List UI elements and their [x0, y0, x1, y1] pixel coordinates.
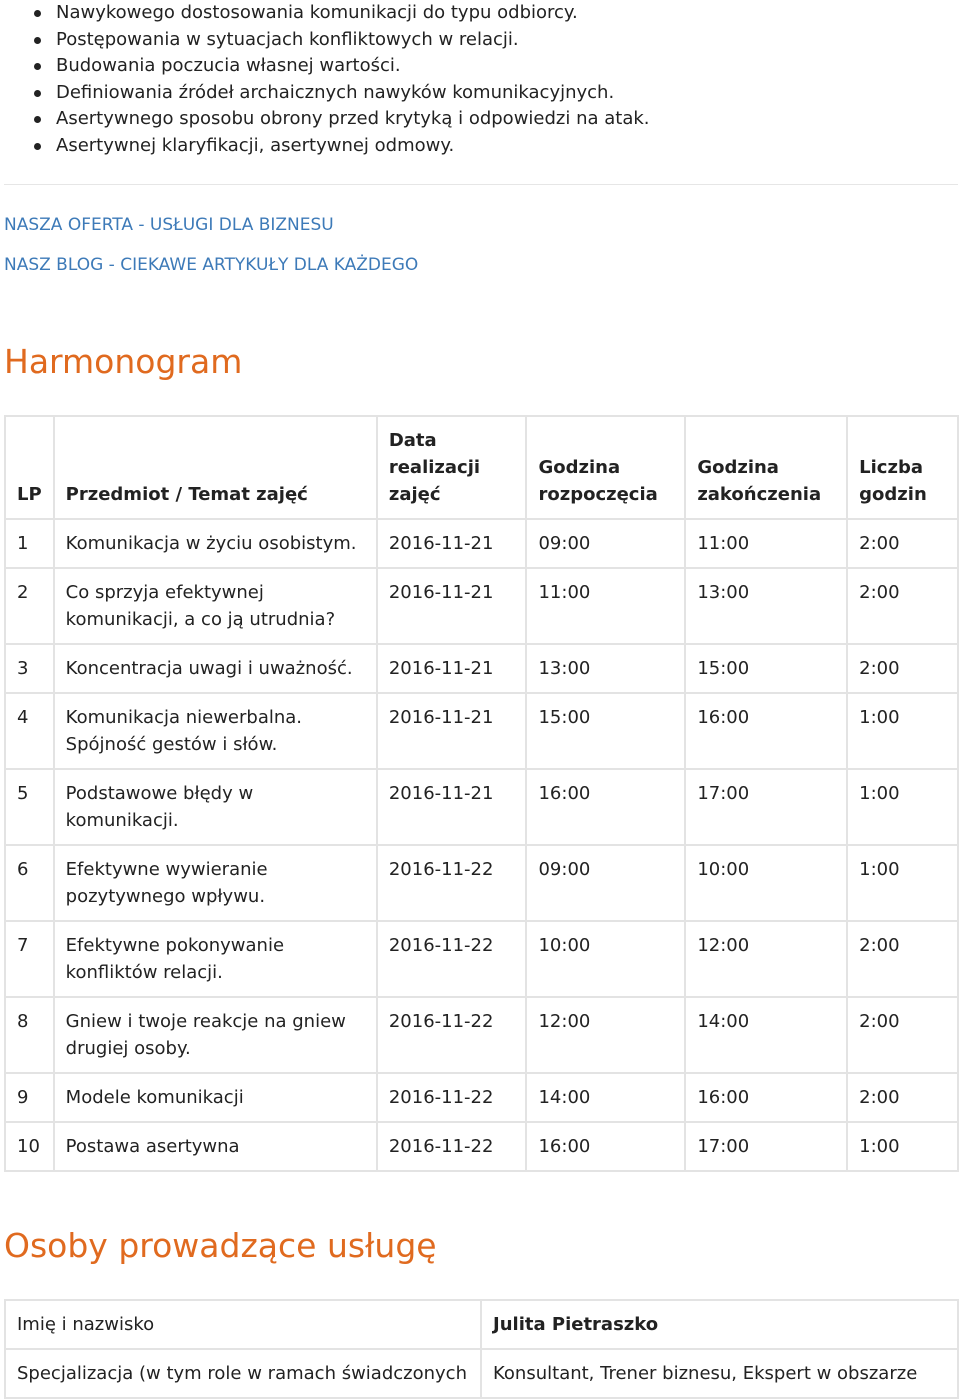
header-subject: Przedmiot / Temat zajęć	[54, 416, 377, 519]
cell-subject: Co sprzyja efektywnej komunikacji, a co ją utrudnia?	[54, 568, 377, 644]
cell-date: 2016-11-22	[377, 1122, 527, 1171]
cell-end: 10:00	[685, 845, 847, 921]
table-row	[5, 519, 958, 568]
blog-link[interactable]: NASZ BLOG - CIEKAWE ARTYKUŁY DLA KAŻDEGO	[4, 255, 419, 275]
cell-hours: 2:00	[847, 644, 958, 693]
name-label: Imię i nazwisko	[5, 1300, 481, 1349]
name-value: Julita Pietraszko	[481, 1300, 958, 1349]
cell-lp: 5	[5, 769, 54, 845]
cell-subject: Gniew i twoje reakcje na gniew drugiej osoby.	[54, 997, 377, 1073]
cell-date: 2016-11-22	[377, 1073, 527, 1122]
cell-lp: 3	[5, 644, 54, 693]
cell-subject: Modele komunikacji	[54, 1073, 377, 1122]
promo-links	[4, 212, 418, 292]
persons-heading: Osoby prowadzące usługę	[4, 1226, 437, 1265]
cell-date: 2016-11-22	[377, 921, 527, 997]
table-row	[5, 644, 958, 693]
cell-start: 15:00	[526, 693, 685, 769]
cell-start: 10:00	[526, 921, 685, 997]
header-start: Godzina rozpoczęcia	[526, 416, 685, 519]
cell-start: 12:00	[526, 997, 685, 1073]
cell-hours: 1:00	[847, 1122, 958, 1171]
offer-link[interactable]: NASZA OFERTA - USŁUGI DLA BIZNESU	[4, 215, 334, 235]
list-item: Asertywnego sposobu obrony przed krytyką i odpowiedzi na atak.	[56, 106, 650, 133]
cell-date: 2016-11-21	[377, 519, 527, 568]
table-header-row	[5, 416, 958, 519]
cell-date: 2016-11-21	[377, 769, 527, 845]
cell-end: 15:00	[685, 644, 847, 693]
cell-lp: 1	[5, 519, 54, 568]
schedule-body	[5, 519, 958, 1171]
cell-subject: Podstawowe błędy w komunikacji.	[54, 769, 377, 845]
cell-end: 16:00	[685, 693, 847, 769]
cell-end: 12:00	[685, 921, 847, 997]
cell-end: 17:00	[685, 769, 847, 845]
cell-lp: 9	[5, 1073, 54, 1122]
table-row	[5, 1073, 958, 1122]
table-row	[5, 568, 958, 644]
list-item: Definiowania źródeł archaicznych nawyków komunikacyjnych.	[56, 80, 650, 107]
header-lp: LP	[5, 416, 54, 519]
table-row	[5, 1300, 958, 1349]
table-row	[5, 1122, 958, 1171]
cell-end: 17:00	[685, 1122, 847, 1171]
list-item: Nawykowego dostosowania komunikacji do typu odbiorcy.	[56, 0, 650, 27]
cell-date: 2016-11-22	[377, 845, 527, 921]
cell-subject: Komunikacja w życiu osobistym.	[54, 519, 377, 568]
specialization-value: Konsultant, Trener biznesu, Ekspert w obszarze	[481, 1349, 958, 1398]
cell-subject: Postawa asertywna	[54, 1122, 377, 1171]
cell-start: 09:00	[526, 519, 685, 568]
cell-subject: Efektywne wywieranie pozytywnego wpływu.	[54, 845, 377, 921]
cell-end: 13:00	[685, 568, 847, 644]
schedule-heading: Harmonogram	[4, 342, 243, 381]
cell-date: 2016-11-21	[377, 644, 527, 693]
cell-date: 2016-11-21	[377, 568, 527, 644]
cell-lp: 7	[5, 921, 54, 997]
list-item: Budowania poczucia własnej wartości.	[56, 53, 650, 80]
table-row	[5, 997, 958, 1073]
cell-end: 16:00	[685, 1073, 847, 1122]
list-item: Postępowania w sytuacjach konfliktowych w relacji.	[56, 27, 650, 54]
skills-list	[0, 0, 650, 159]
cell-lp: 10	[5, 1122, 54, 1171]
divider	[4, 184, 958, 185]
schedule-table	[4, 415, 959, 1172]
table-row	[5, 845, 958, 921]
cell-hours: 1:00	[847, 845, 958, 921]
cell-start: 16:00	[526, 769, 685, 845]
table-row	[5, 921, 958, 997]
cell-subject: Komunikacja niewerbalna. Spójność gestów i słów.	[54, 693, 377, 769]
persons-table	[4, 1299, 959, 1399]
table-row	[5, 769, 958, 845]
cell-hours: 2:00	[847, 921, 958, 997]
cell-lp: 2	[5, 568, 54, 644]
cell-end: 11:00	[685, 519, 847, 568]
cell-start: 16:00	[526, 1122, 685, 1171]
list-item: Asertywnej klaryfikacji, asertywnej odmowy.	[56, 133, 650, 160]
cell-hours: 2:00	[847, 997, 958, 1073]
cell-start: 11:00	[526, 568, 685, 644]
header-hours: Liczba godzin	[847, 416, 958, 519]
cell-hours: 2:00	[847, 568, 958, 644]
cell-subject: Koncentracja uwagi i uważność.	[54, 644, 377, 693]
cell-hours: 2:00	[847, 1073, 958, 1122]
table-row	[5, 693, 958, 769]
cell-lp: 8	[5, 997, 54, 1073]
table-row	[5, 1349, 958, 1398]
cell-start: 13:00	[526, 644, 685, 693]
header-date: Data realizacji zajęć	[377, 416, 527, 519]
cell-hours: 2:00	[847, 519, 958, 568]
cell-date: 2016-11-22	[377, 997, 527, 1073]
cell-start: 14:00	[526, 1073, 685, 1122]
cell-date: 2016-11-21	[377, 693, 527, 769]
cell-hours: 1:00	[847, 769, 958, 845]
cell-start: 09:00	[526, 845, 685, 921]
header-end: Godzina zakończenia	[685, 416, 847, 519]
cell-lp: 4	[5, 693, 54, 769]
cell-end: 14:00	[685, 997, 847, 1073]
cell-lp: 6	[5, 845, 54, 921]
cell-subject: Efektywne pokonywanie konfliktów relacji.	[54, 921, 377, 997]
cell-hours: 1:00	[847, 693, 958, 769]
specialization-label: Specjalizacja (w tym role w ramach świadczonych	[5, 1349, 481, 1398]
